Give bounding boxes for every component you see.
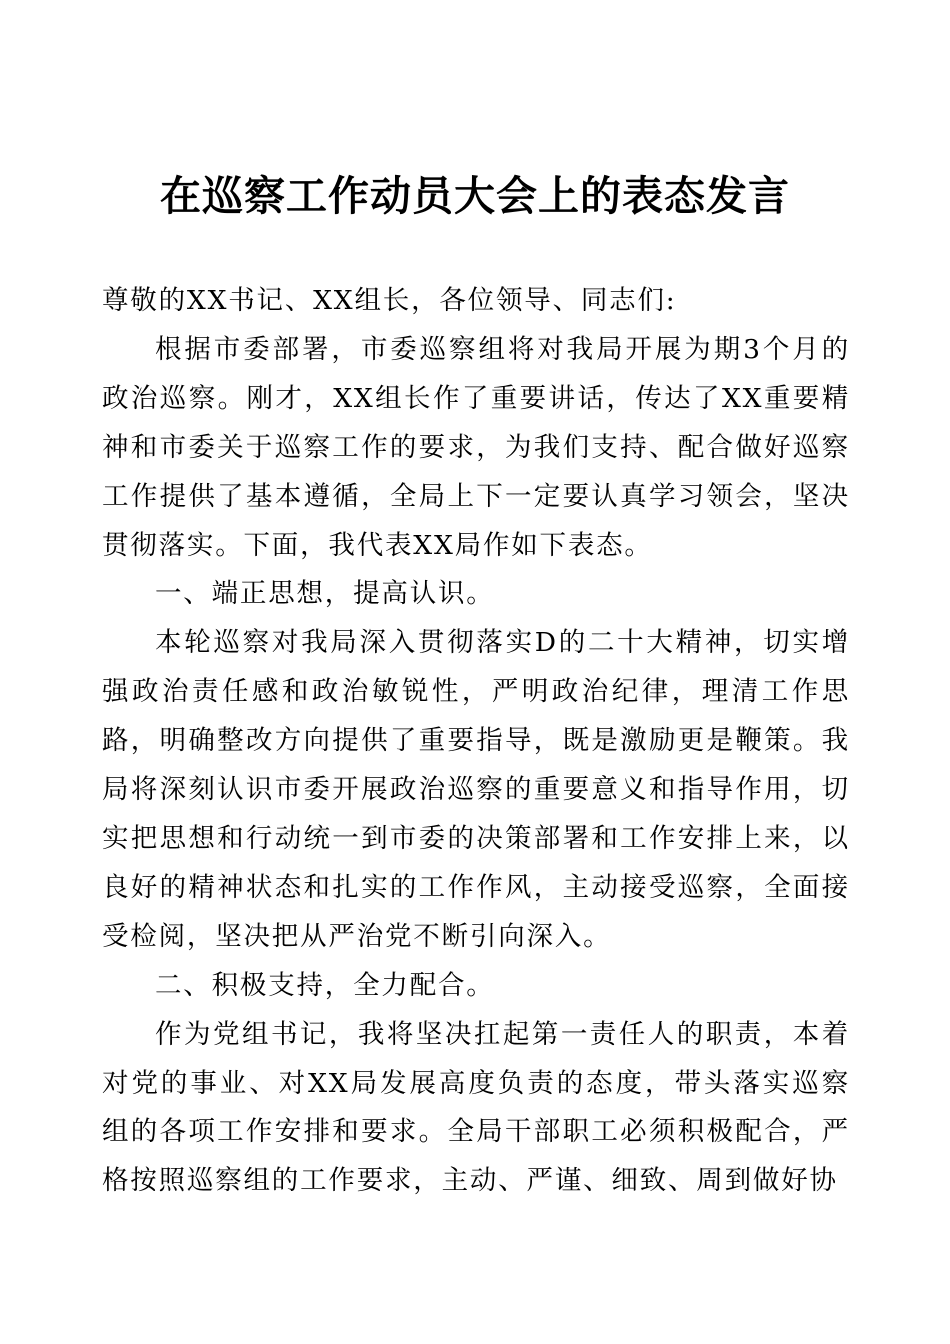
- document-title: 在巡察工作动员大会上的表态发言: [160, 172, 790, 220]
- paragraph-section-2: 作为党组书记，我将坚决扛起第一责任人的职责，本着对党的事业、对XX局发展高度负责的态度，带头落实巡察组的各项工作安排和要求。全局干部职工必须积极配合，严格按照巡察组的工作要求，主动、严谨、细致、周到做好协: [102, 1018, 850, 1197]
- paragraph-section-1: 本轮巡察对我局深入贯彻落实D的二十大精神，切实增强政治责任感和政治敏锐性，严明政治纪律，理清工作思路，明确整改方向提供了重要指导，既是激励更是鞭策。我局将深刻认识市委开展政治巡察的重要意义和指导作用，切实把思想和行动统一到市委的决策部署和工作安排上来，以良好的精神状态和扎实的工作作风，主动接受巡察，全面接受检阅，坚决把从严治党不断引向深入。: [102, 627, 850, 952]
- salutation: 尊敬的XX书记、XX组长，各位领导、同志们:: [102, 285, 677, 316]
- document-body: [102, 277, 850, 1206]
- section-heading-2: 二、积极支持，全力配合。: [155, 969, 495, 1001]
- paragraph-intro: 根据市委部署，市委巡察组将对我局开展为期3个月的政治巡察。刚才，XX组长作了重要讲话，传达了XX重要精神和市委关于巡察工作的要求，为我们支持、配合做好巡察工作提供了基本遵循，全局上下一定要认真学习领会，坚决贯彻落实。下面，我代表XX局作如下表态。: [102, 333, 850, 561]
- section-heading-1: 一、端正思想，提高认识。: [155, 578, 495, 610]
